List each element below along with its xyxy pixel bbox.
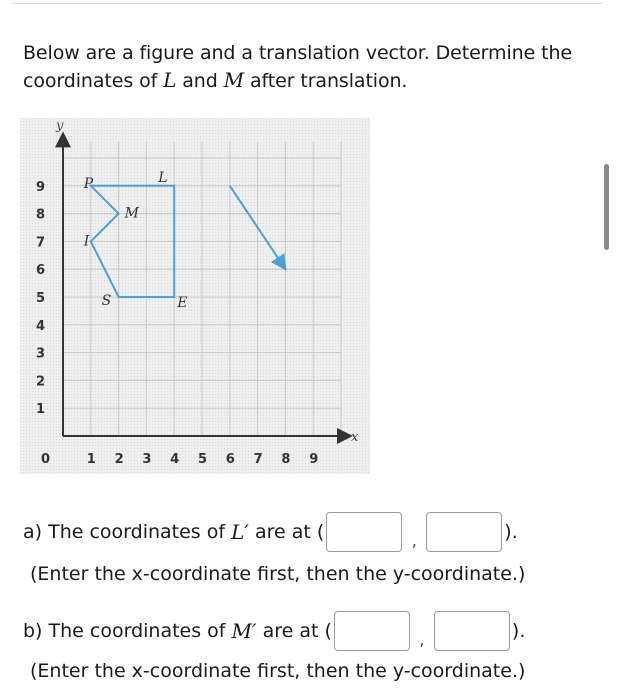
answer-b-mid: are at ( — [256, 620, 332, 642]
figure-background — [20, 118, 370, 474]
x-tick-label: 8 — [281, 452, 291, 467]
point-label-M: M — [124, 205, 139, 222]
x-tick-label: 5 — [198, 452, 208, 467]
answer-b-suffix: ). — [511, 620, 526, 642]
math-var-L: L — [163, 68, 177, 92]
scrollbar-thumb[interactable] — [604, 164, 609, 250]
answer-b-note: (Enter the x-coordinate first, then the y-coordinate.) — [30, 660, 526, 682]
y-tick-label: 3 — [36, 346, 46, 362]
x-tick-label: 3 — [142, 452, 152, 467]
x-tick-label: 0 — [41, 452, 51, 467]
y-tick-label: 9 — [36, 179, 46, 195]
answer-a-x-input[interactable] — [326, 512, 402, 552]
point-label-I: I — [83, 233, 90, 250]
question-line-2 — [23, 67, 598, 95]
answer-b-x-input[interactable] — [334, 611, 410, 651]
point-label-P: P — [83, 175, 94, 192]
question-text — [23, 40, 598, 95]
y-tick-label: 6 — [36, 263, 46, 279]
point-label-L: L — [158, 169, 168, 186]
answer-a-mid: are at ( — [248, 521, 325, 543]
answer-b-comma: , — [419, 630, 425, 649]
math-var-M-prime: M′ — [231, 619, 257, 643]
answer-a-comma: , — [411, 531, 417, 550]
y-tick-label: 8 — [36, 207, 46, 223]
x-tick-label: 4 — [170, 452, 180, 467]
point-label-S: S — [101, 293, 112, 309]
answer-b-y-input[interactable] — [434, 611, 510, 651]
x-tick-label: 9 — [309, 452, 319, 467]
y-tick-label: 5 — [36, 291, 46, 306]
math-var-L-prime: L′ — [231, 520, 249, 544]
answer-a-prefix: a) The coordinates of — [23, 521, 232, 543]
x-axis-label: x — [351, 430, 359, 445]
answer-a-y-input[interactable] — [426, 512, 502, 552]
x-tick-label: 2 — [114, 452, 124, 467]
question-text-segment: after translation. — [244, 70, 408, 92]
question-text-segment: and — [176, 70, 224, 92]
y-tick-label: 1 — [36, 402, 46, 418]
x-tick-label: 7 — [253, 452, 263, 467]
y-axis-label: y — [56, 118, 64, 134]
answer-a-suffix: ). — [504, 521, 518, 543]
y-tick-label: 7 — [36, 235, 46, 251]
answer-b-line — [23, 611, 525, 651]
question-text-segment: coordinates of — [23, 70, 164, 92]
answer-a-note: (Enter the x-coordinate first, then the y-coordinate.) — [30, 563, 526, 585]
top-divider — [12, 3, 602, 4]
math-var-M: M — [223, 68, 245, 92]
answer-b-prefix: b) The coordinates of — [23, 620, 232, 642]
y-tick-label: 2 — [36, 374, 46, 390]
y-tick-label: 4 — [36, 318, 46, 334]
x-tick-label: 6 — [225, 452, 235, 467]
coordinate-grid-figure — [20, 118, 376, 478]
x-tick-label: 1 — [86, 452, 96, 467]
answer-a-line — [23, 512, 518, 552]
question-line-1: Below are a figure and a translation vector. Determine the — [23, 42, 572, 64]
point-label-E: E — [177, 295, 188, 311]
